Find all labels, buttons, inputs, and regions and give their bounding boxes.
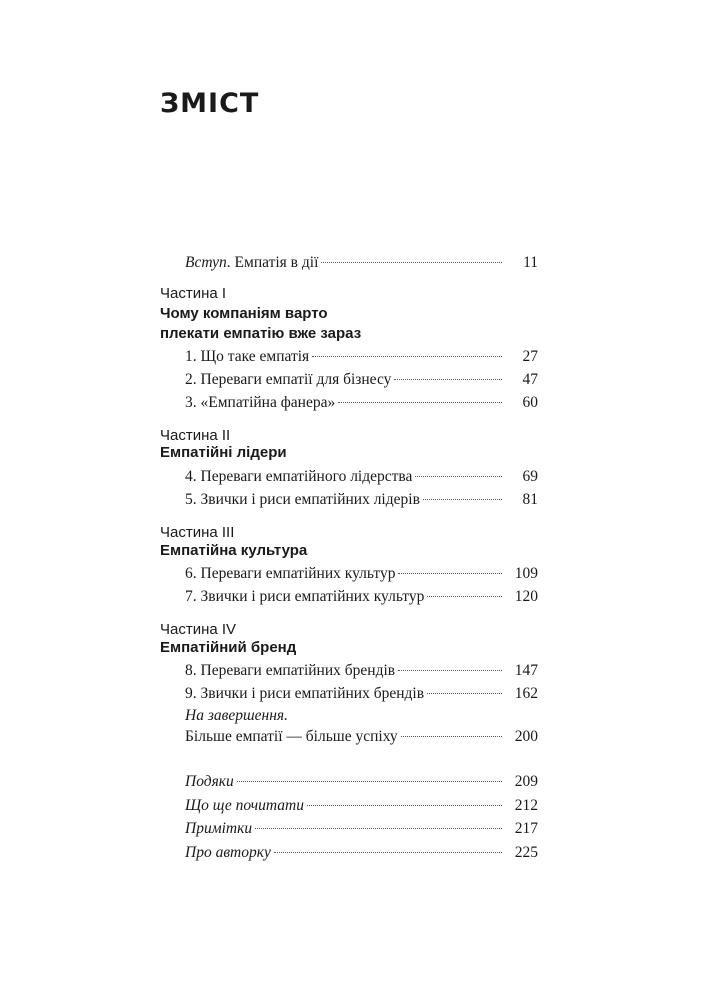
entry-label: 1. Що таке емпатія (185, 348, 310, 365)
page-number: 225 (514, 844, 538, 861)
toc-entry-backmatter[interactable] (160, 770, 538, 793)
entry-label: Що ще почитати (185, 797, 304, 814)
intro-italic: Вступ (185, 254, 227, 271)
dot-leader (398, 573, 502, 574)
toc-entry[interactable] (160, 391, 538, 414)
dot-leader (338, 402, 502, 403)
dot-leader (401, 736, 502, 737)
toc-entry[interactable] (160, 465, 538, 488)
part-label: Частина III (160, 524, 235, 541)
page-title: ЗМІСТ (160, 88, 260, 119)
entry-label: 7. Звички і риси емпатійних культур (185, 588, 425, 605)
conclusion-heading (160, 704, 563, 727)
toc-entry[interactable] (160, 345, 538, 368)
page-number: 212 (514, 797, 538, 814)
page-number: 11 (523, 254, 538, 271)
dot-leader (427, 693, 502, 694)
dot-leader (255, 828, 502, 829)
toc-entry-conclusion[interactable] (160, 725, 538, 748)
part-title: плекати емпатію вже зараз (160, 325, 362, 342)
toc-entry[interactable] (160, 682, 538, 705)
page-number: 200 (514, 728, 538, 745)
toc-entry-backmatter[interactable] (160, 794, 538, 817)
part-label: Частина II (160, 427, 231, 444)
page-number: 60 (522, 394, 538, 411)
page-number: 109 (514, 565, 538, 582)
entry-label: 3. «Емпатійна фанера» (185, 394, 336, 411)
dot-leader (274, 852, 502, 853)
dot-leader (423, 499, 502, 500)
dot-leader (427, 596, 502, 597)
page-number: 217 (514, 820, 538, 837)
toc-entry[interactable] (160, 562, 538, 585)
dot-leader (398, 670, 502, 671)
entry-label: 8. Переваги емпатійних брендів (185, 662, 396, 679)
dot-leader (307, 805, 502, 806)
entry-label: Більше емпатії — більше успіху (185, 728, 398, 745)
toc-entry-intro[interactable] (160, 251, 538, 274)
part-title: Емпатійні лідери (160, 444, 287, 461)
page-number: 27 (522, 348, 538, 365)
toc-entry-backmatter[interactable] (160, 817, 538, 840)
toc-entry[interactable] (160, 585, 538, 608)
page-number: 120 (514, 588, 538, 605)
page-number: 162 (514, 685, 538, 702)
dot-leader (415, 476, 502, 477)
intro-label: . Емпатія в дії (226, 254, 319, 271)
part-label: Частина IV (160, 621, 237, 638)
entry-label: Подяки (185, 773, 234, 790)
toc-entry[interactable] (160, 368, 538, 391)
page-number: 209 (514, 773, 538, 790)
dot-leader (312, 356, 502, 357)
entry-label (185, 251, 318, 274)
entry-label: 5. Звички і риси емпатійних лідерів (185, 491, 420, 508)
entry-label: 2. Переваги емпатії для бізнесу (185, 371, 392, 388)
conclusion-italic: На завершення. (185, 707, 289, 724)
page-number: 81 (522, 491, 538, 508)
toc-entry[interactable] (160, 659, 538, 682)
dot-leader (237, 781, 502, 782)
dot-leader (321, 262, 502, 263)
entry-label: 6. Переваги емпатійних культур (185, 565, 396, 582)
entry-label: 9. Звички і риси емпатійних брендів (185, 685, 425, 702)
part-label: Частина I (160, 285, 227, 302)
toc-entry[interactable] (160, 488, 538, 511)
page-number: 47 (522, 371, 538, 388)
dot-leader (394, 379, 502, 380)
part-title: Чому компаніям варто (160, 305, 328, 322)
part-title: Емпатійна культура (160, 542, 308, 559)
entry-label: 4. Переваги емпатійного лідерства (185, 468, 413, 485)
page-number: 69 (522, 468, 538, 485)
page-number: 147 (514, 662, 538, 679)
toc-entry-backmatter[interactable] (160, 841, 538, 864)
entry-label: Примітки (185, 820, 253, 837)
entry-label: Про авторку (185, 844, 271, 861)
part-title: Емпатійний бренд (160, 639, 297, 656)
